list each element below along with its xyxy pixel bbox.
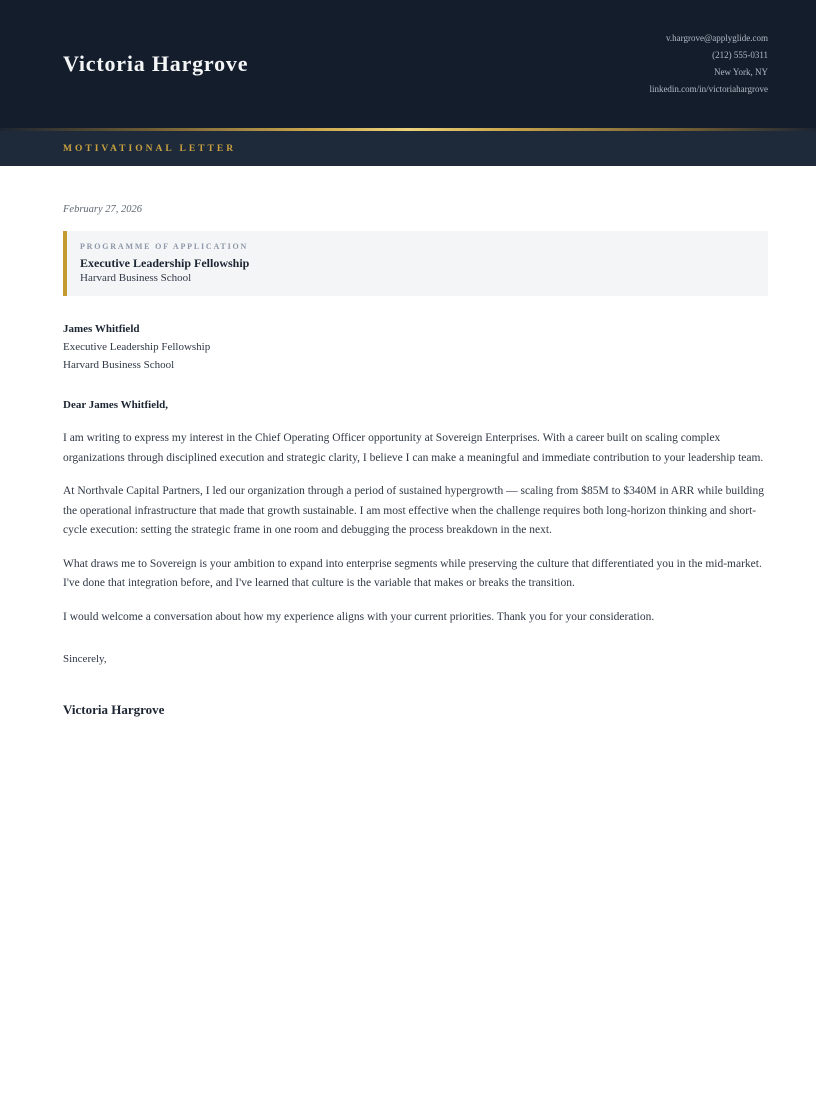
letter-date: February 27, 2026 <box>63 204 143 215</box>
salutation: Dear James Whitfield, <box>63 399 168 411</box>
paragraph: At Northvale Capital Partners, I led our organization through a period of sustained hypergrowth — scaling from $85M to $340M in ARR while building the operational infrastructure that made that growth sustainable. I am most effective when the challenge requires both long-horizon thinking and short-cycle execution: setting the strategic frame in one room and debugging the process breakdown in the next. <box>63 485 764 536</box>
recipient-name: James Whitfield <box>63 323 140 335</box>
recipient-programme: Executive Leadership Fellowship <box>63 341 211 353</box>
letterhead <box>0 0 816 128</box>
paragraphs <box>63 429 768 627</box>
paragraph: I would welcome a conversation about how my experience aligns with your current priorities. Thank you for your consideration. <box>63 610 655 623</box>
paragraph: I am writing to express my interest in the Chief Operating Officer opportunity at Sovereign Enterprises. With a career built on scaling complex organizations through disciplined execution and strategic clarity, I believe I can make a meaningful and immediate contribution to your leadership team. <box>63 432 764 464</box>
letter-body <box>0 166 816 718</box>
contact-linkedin: linkedin.com/in/victoriahargrove <box>649 84 768 94</box>
section-banner <box>0 131 816 166</box>
recipient-institution: Harvard Business School <box>63 359 175 371</box>
programme-callout <box>63 231 768 296</box>
programme-eyebrow: PROGRAMME OF APPLICATION <box>80 242 249 251</box>
programme-institution: Harvard Business School <box>80 272 192 284</box>
contact-location: New York, NY <box>713 67 768 77</box>
section-title: MOTIVATIONAL LETTER <box>63 143 237 154</box>
paragraph: What draws me to Sovereign is your ambition to expand into enterprise segments while preserving the culture that differentiated you in the mid-market. I've done that integration before, and I've learned that culture is the variable that makes or breaks the transition. <box>63 557 762 589</box>
sender-name: Victoria Hargrove <box>63 51 249 76</box>
programme-title: Executive Leadership Fellowship <box>80 256 250 270</box>
recipient-block <box>63 320 768 374</box>
contact-email: v.hargrove@applyglide.com <box>665 33 768 43</box>
closing: Sincerely, <box>63 653 107 665</box>
contact-block <box>649 30 768 98</box>
signature-name: Victoria Hargrove <box>63 702 165 717</box>
contact-phone: (212) 555-0311 <box>712 50 768 60</box>
